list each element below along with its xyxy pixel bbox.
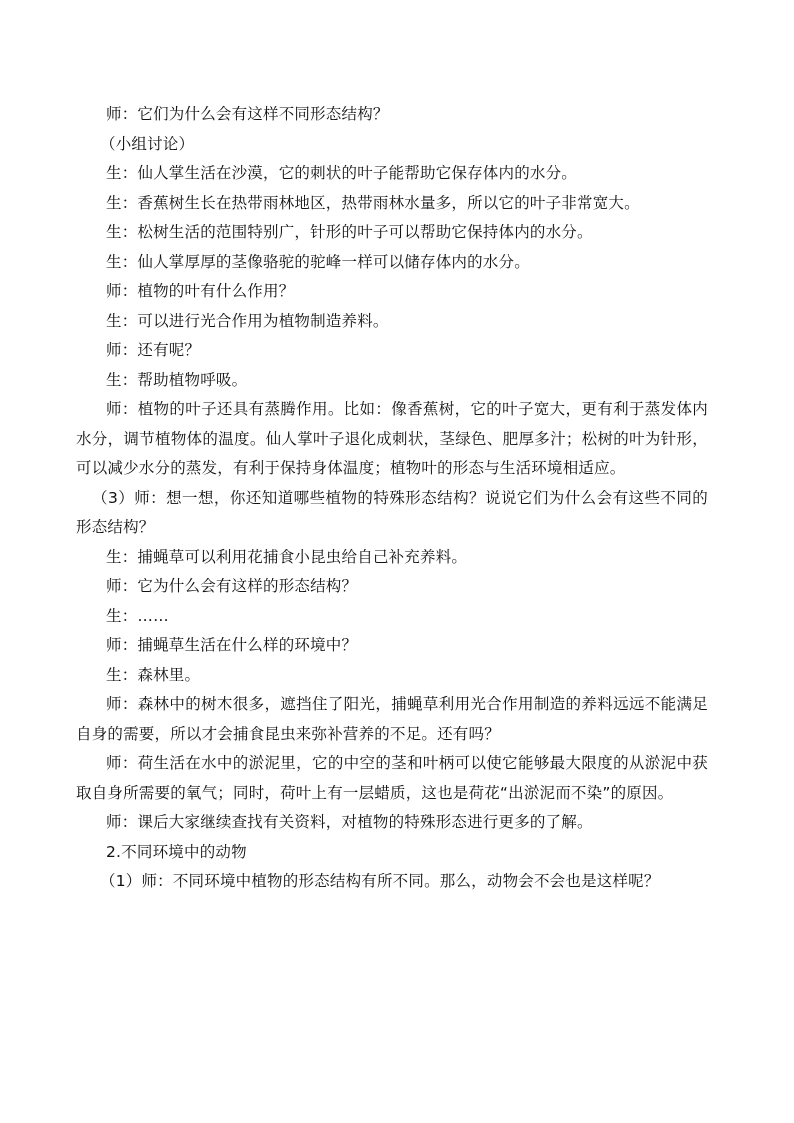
paragraph-18: 师：森林中的树木很多，遮挡住了阳光，捕蝇草利用光合作用制造的养料远远不能满足自身的需要，所以才会捕食昆虫来弥补营养的不足。还有吗？ (76, 695, 708, 743)
paragraph-17: 生：森林里。 (106, 665, 201, 684)
paragraph-3: 生：仙人掌生活在沙漠，它的刺状的叶子能帮助它保存体内的水分。 (106, 164, 578, 182)
paragraph-8: 生：可以进行光合作用为植物制造养料。 (106, 311, 389, 330)
paragraph-10: 生：帮助植物呼吸。 (106, 370, 248, 389)
paragraph-11: 师：植物的叶子还具有蒸腾作用。比如：像香蕉树，它的叶子宽大，更有利于蒸发体内水分，调节植物体的温度。仙人掌叶子退化成刺状，茎绿色、肥厚多汁；松树的叶为针形，可以减少水分的蒸发，有利于保持身体温度；植物叶的形态与生活环境相适应。 (76, 400, 708, 477)
section-heading: 2.不同环境中的动物 (106, 842, 247, 861)
paragraph-14: 师：它为什么会有这样的形态结构？ (106, 577, 358, 595)
paragraph-13: 生：捕蝇草可以利用花捕食小昆虫给自己补充养料。 (106, 547, 468, 566)
paragraph-2: （小组讨论） (100, 134, 195, 153)
paragraph-12: （3）师：想一想，你还知道哪些植物的特殊形态结构？说说它们为什么会有这些不同的形态结构？ (76, 488, 708, 536)
paragraph-20: 师：课后大家继续查找有关资料，对植物的特殊形态进行更多的了解。 (106, 813, 593, 831)
paragraph-7: 师：植物的叶有什么作用？ (106, 282, 295, 300)
paragraph-1: 师：它们为什么会有这样不同形态结构？ (106, 105, 389, 123)
paragraph-5: 生：松树生活的范围特别广，针形的叶子可以帮助它保持体内的水分。 (106, 223, 593, 241)
paragraph-9: 师：还有呢？ (106, 341, 201, 359)
paragraph-19: 师：荷生活在水中的淤泥里，它的中空的茎和叶柄可以使它能够最大限度的从淤泥中获取自身所需要的氧气；同时，荷叶上有一层蜡质，这也是荷花“出淤泥而不染”的原因。 (76, 754, 708, 802)
paragraph-22: （1）师：不同环境中植物的形态结构有所不同。那么，动物会不会也是这样呢？ (100, 872, 660, 890)
paragraph-16: 师：捕蝇草生活在什么样的环境中？ (106, 636, 358, 654)
paragraph-4: 生：香蕉树生长在热带雨林地区，热带雨林水量多，所以它的叶子非常宽大。 (106, 193, 640, 212)
paragraph-15: 生：…… (106, 606, 169, 625)
document-body (76, 100, 708, 897)
paragraph-6: 生：仙人掌厚厚的茎像骆驼的驼峰一样可以储存体内的水分。 (106, 252, 530, 271)
